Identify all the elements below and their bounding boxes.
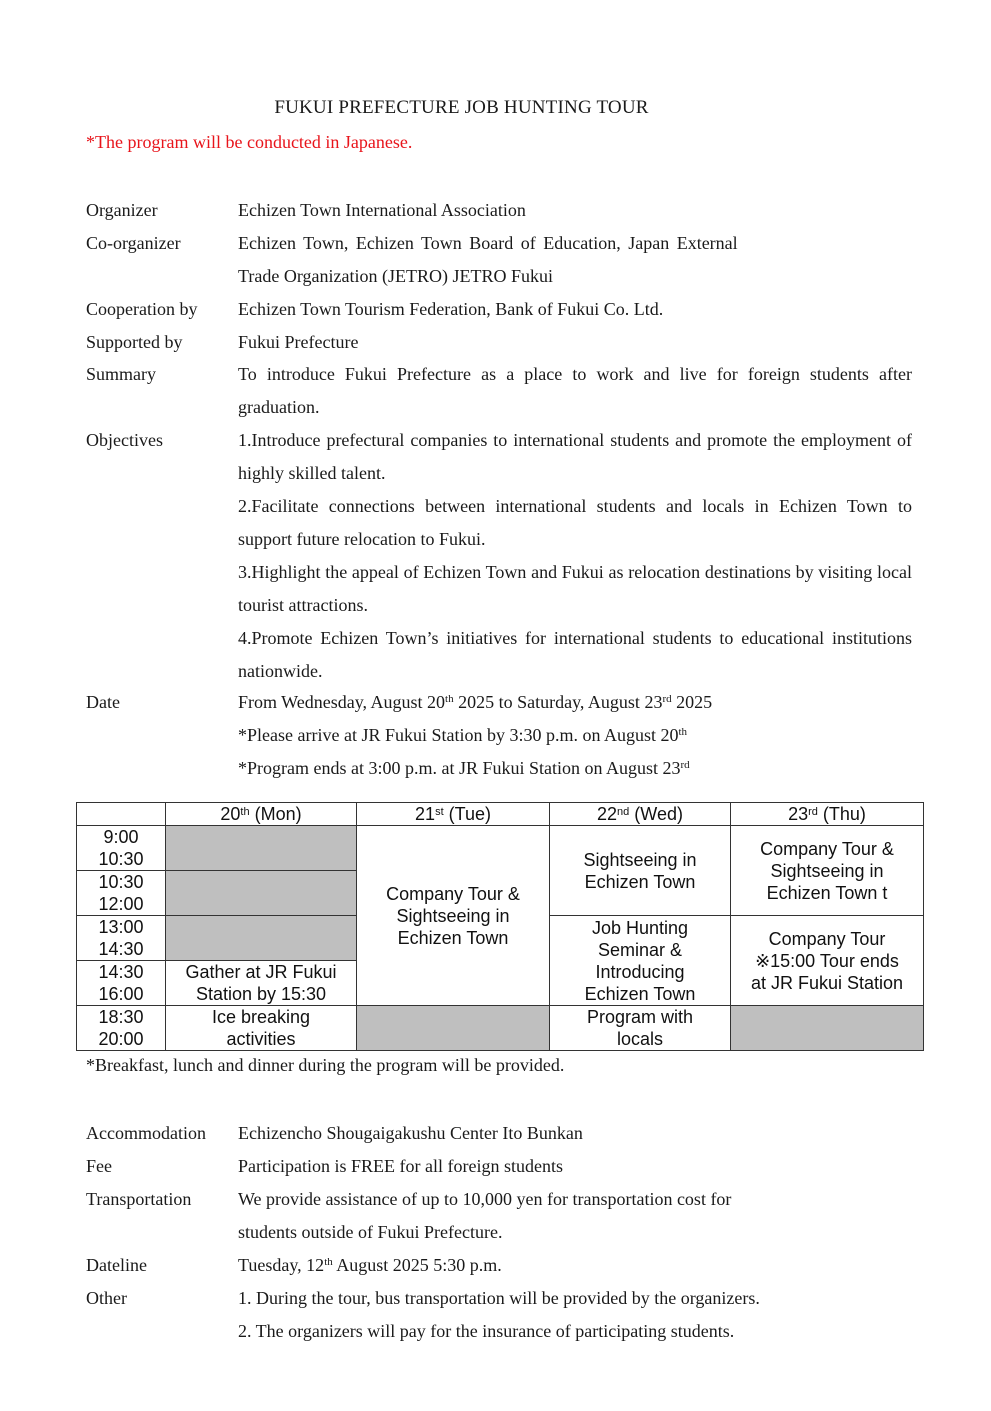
transportation-line-2: students outside of Fukui Prefecture.: [238, 1222, 503, 1242]
date-line-1: From Wednesday, August 20th 2025 to Saturday, August 23rd 2025: [238, 692, 713, 712]
summary-label: Summary: [86, 364, 156, 384]
other-item: 2. The organizers will pay for the insurance of participating students.: [238, 1321, 735, 1341]
objective-item: 1.Introduce prefectural companies to international students and promote the employment of highly skilled talent.: [238, 430, 912, 483]
mon-ice-breaking-cell: Ice breaking activities: [166, 1006, 357, 1051]
empty-cell: [166, 826, 357, 871]
objectives-label: Objectives: [86, 430, 163, 450]
date-line-2: *Please arrive at JR Fukui Station by 3:30 p.m. on August 20th: [238, 725, 688, 745]
schedule-header-day: 21st (Tue): [357, 803, 550, 826]
schedule-header-day: 20th (Mon): [166, 803, 357, 826]
wed-job-hunting-cell: Job Hunting Seminar & Introducing Echizen Town: [550, 916, 731, 1006]
organizer-label: Organizer: [86, 200, 158, 220]
time-slot: 14:30 16:00: [77, 961, 166, 1006]
deadline-value: Tuesday, 12th August 2025 5:30 p.m.: [238, 1255, 502, 1275]
schedule-corner: [77, 803, 166, 826]
fee-value: Participation is FREE for all foreign students: [238, 1156, 563, 1176]
objective-item: 4.Promote Echizen Town’s initiatives for international students to educational institutions nationwide.: [238, 628, 912, 681]
co-organizer-line-2: Trade Organization (JETRO) JETRO Fukui: [238, 266, 553, 286]
empty-cell: [166, 871, 357, 916]
schedule-row: [77, 826, 924, 871]
date-line-3: *Program ends at 3:00 p.m. at JR Fukui Station on August 23rd: [238, 758, 690, 778]
wed-program-locals-cell: Program with locals: [550, 1006, 731, 1051]
transportation-value: [238, 1183, 912, 1249]
meals-note: *Breakfast, lunch and dinner during the program will be provided.: [86, 1055, 565, 1075]
mon-gather-cell: Gather at JR Fukui Station by 15:30: [166, 961, 357, 1006]
time-slot: 10:30 12:00: [77, 871, 166, 916]
date-label: Date: [86, 692, 120, 712]
objectives-list: [238, 424, 912, 688]
schedule-header-row: [77, 803, 924, 826]
other-label: Other: [86, 1288, 127, 1308]
fee-label: Fee: [86, 1156, 112, 1176]
schedule-table: [76, 802, 924, 1051]
time-slot: 18:30 20:00: [77, 1006, 166, 1051]
thu-company-tour-end-cell: Company Tour ※15:00 Tour ends at JR Fukui Station: [731, 916, 924, 1006]
transportation-line-1: We provide assistance of up to 10,000 yen for transportation cost for: [238, 1189, 732, 1209]
supported-label: Supported by: [86, 332, 183, 352]
objective-item: 3.Highlight the appeal of Echizen Town and Fukui as relocation destinations by visiting local tourist attractions.: [238, 562, 912, 615]
cooperation-value: Echizen Town Tourism Federation, Bank of Fukui Co. Ltd.: [238, 299, 664, 319]
other-list: [238, 1282, 912, 1348]
supported-value: Fukui Prefecture: [238, 332, 359, 352]
schedule-header-day: 23rd (Thu): [731, 803, 924, 826]
co-organizer-value: [238, 227, 912, 293]
time-slot: 9:00 10:30: [77, 826, 166, 871]
schedule-row: [77, 1006, 924, 1051]
co-organizer-line-1: Echizen Town, Echizen Town Board of Education, Japan External: [238, 233, 738, 253]
language-note: *The program will be conducted in Japanese.: [86, 132, 413, 152]
accommodation-value: Echizencho Shougaigakushu Center Ito Bunkan: [238, 1123, 583, 1143]
cooperation-label: Cooperation by: [86, 299, 198, 319]
objective-item: 2.Facilitate connections between international students and locals in Echizen Town to support future relocation to Fukui.: [238, 496, 912, 549]
accommodation-label: Accommodation: [86, 1123, 206, 1143]
deadline-label: Dateline: [86, 1255, 147, 1275]
schedule-header-day: 22nd (Wed): [550, 803, 731, 826]
empty-cell: [731, 1006, 924, 1051]
co-organizer-label: Co-organizer: [86, 233, 181, 253]
time-slot: 13:00 14:30: [77, 916, 166, 961]
thu-company-sightseeing-cell: Company Tour & Sightseeing in Echizen Town t: [731, 826, 924, 916]
tue-company-tour-cell: Company Tour & Sightseeing in Echizen Town: [357, 826, 550, 1006]
document-title: FUKUI PREFECTURE JOB HUNTING TOUR: [274, 97, 649, 118]
wed-sightseeing-cell: Sightseeing in Echizen Town: [550, 826, 731, 916]
empty-cell: [166, 916, 357, 961]
empty-cell: [357, 1006, 550, 1051]
organizer-value: Echizen Town International Association: [238, 200, 526, 220]
summary-value: To introduce Fukui Prefecture as a place to work and live for foreign students after graduation.: [238, 364, 912, 417]
other-item: 1. During the tour, bus transportation will be provided by the organizers.: [238, 1288, 760, 1308]
transportation-label: Transportation: [86, 1189, 192, 1209]
date-value: [238, 686, 912, 785]
